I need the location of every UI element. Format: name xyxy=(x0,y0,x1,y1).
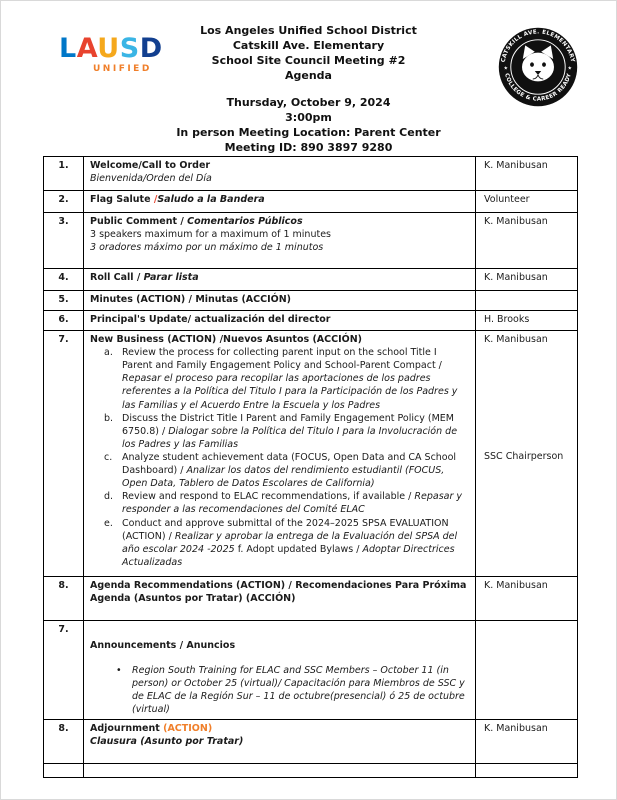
row-number: 5. xyxy=(44,291,84,311)
list-text xyxy=(122,490,469,516)
list-item xyxy=(104,346,469,412)
person-name: K. Manibusan xyxy=(484,580,548,591)
school-name: Catskill Ave. Elementary xyxy=(232,39,385,52)
row-person xyxy=(476,331,578,577)
list-text xyxy=(122,451,469,490)
list-item xyxy=(104,451,469,490)
text-segment: Flag Salute xyxy=(90,194,154,205)
row-content xyxy=(84,331,476,577)
logo-letter: A xyxy=(76,33,98,64)
content-line xyxy=(90,333,469,346)
lausd-logo xyxy=(59,35,163,74)
row-person xyxy=(476,213,578,269)
person-name: H. Brooks xyxy=(484,314,530,325)
list-text xyxy=(122,346,469,412)
content-line xyxy=(90,193,469,206)
list-marker: a. xyxy=(104,347,113,359)
content-line xyxy=(90,271,469,284)
text-segment: Dialogar sobre la Política del Titulo I para la Involucración de los Padres y las Familias xyxy=(122,425,458,450)
person-name: K. Manibusan xyxy=(484,722,548,734)
school-seal xyxy=(498,27,578,107)
row-person xyxy=(476,157,578,191)
meeting-id: Meeting ID: 890 3897 9280 xyxy=(224,141,393,154)
lausd-logo-word xyxy=(59,35,163,63)
seal-top-text: CATSKILL AVE. ELEMENTARY xyxy=(500,29,576,63)
agenda-table-body xyxy=(44,157,578,778)
text-segment: f. Adopt updated Bylaws / xyxy=(237,543,363,555)
seal-star-left: ★ xyxy=(503,66,508,72)
list-item xyxy=(104,412,469,451)
row-number: 6. xyxy=(44,311,84,331)
text-segment: Repasar y responder a las recomendaciones del Comité ELAC xyxy=(122,491,463,516)
content-line xyxy=(90,215,469,228)
table-row xyxy=(44,291,578,311)
row-content xyxy=(84,719,476,763)
meeting-title: School Site Council Meeting #2 xyxy=(211,54,406,67)
text-segment: 3 speakers maximum for a maximum of 1 minutes xyxy=(90,229,331,241)
row-content xyxy=(84,291,476,311)
row-person xyxy=(476,763,578,777)
person-name: Volunteer xyxy=(484,194,530,205)
text-segment: Analyze student achievement data (FOCUS, Open Data and CA School Dashboard) / xyxy=(122,451,457,477)
spacer xyxy=(90,652,469,664)
text-segment: Parar lista xyxy=(143,272,199,283)
row-content xyxy=(84,311,476,331)
row-number: 1. xyxy=(44,157,84,191)
bullet-item xyxy=(116,664,469,716)
table-row xyxy=(44,157,578,191)
text-segment: Bienvenida/Orden del Día xyxy=(90,173,212,185)
text-segment: Adjournment xyxy=(90,722,164,734)
list-text xyxy=(122,412,469,451)
row-number: 8. xyxy=(44,719,84,763)
row-content xyxy=(84,213,476,269)
content-line xyxy=(90,313,469,326)
list-item xyxy=(104,490,469,516)
list-text xyxy=(132,664,469,716)
text-segment: Review and respond to ELAC recommendations, if available / xyxy=(122,491,415,503)
text-segment: Principal's Update/ actualización del director xyxy=(90,314,331,325)
content-line xyxy=(90,579,469,605)
document-type: Agenda xyxy=(285,69,332,82)
text-segment: Adoptar Directrices Actualizadas xyxy=(122,543,455,568)
table-row xyxy=(44,719,578,763)
text-segment: Clausura (Asunto por Tratar) xyxy=(90,735,244,747)
row-number: 3. xyxy=(44,213,84,269)
row-content xyxy=(84,763,476,777)
meeting-date: Thursday, October 9, 2024 xyxy=(226,96,391,109)
table-row xyxy=(44,331,578,577)
text-segment: New Business (ACTION) /Nuevos Asuntos (ACCIÓN) xyxy=(90,334,362,345)
meeting-location: In person Meeting Location: Parent Center xyxy=(176,126,441,139)
text-segment: Analizar los datos del rendimiento estudiantil (FOCUS, Open Data, Tablero de Datos Escolares de California) xyxy=(122,465,445,490)
person-name: SSC Chairperson xyxy=(484,451,564,463)
seal-star-right: ★ xyxy=(567,66,572,72)
lausd-logo-unified: UNIFIED xyxy=(93,64,152,74)
row-content xyxy=(84,269,476,291)
logo-letter: D xyxy=(139,33,163,64)
text-segment: Repasar el proceso para recopilar las aportaciones de los padres referentes a la Política del Titulo I para la Participación de los Padres y las Familias y el Acuerdo Entre la Escuela y los Padres xyxy=(122,373,458,411)
text-segment: Conduct and approve submittal of the 2024–2025 SPSA EVALUATION (ACTION) / xyxy=(122,517,449,542)
table-row xyxy=(44,191,578,213)
row-number: 7. xyxy=(44,621,84,720)
row-content xyxy=(84,157,476,191)
text-segment: Discuss the District Title I Parent and Family Engagement Policy (MEM 6750.8) / xyxy=(122,412,454,437)
table-row xyxy=(44,621,578,720)
text-segment: Realizar y aprobar la entrega de la Evaluación del SPSA del año escolar 2024 -2025 xyxy=(122,530,458,555)
list-marker: e. xyxy=(104,517,113,529)
text-segment: Announcements / Anuncios xyxy=(90,640,236,651)
text-segment: Saludo a la Bandera xyxy=(157,194,265,205)
list-text xyxy=(122,517,469,569)
text-segment: Minutes (ACTION) / Minutas (ACCIÓN) xyxy=(90,294,292,305)
person-name: K. Manibusan xyxy=(484,216,548,227)
logo-letter: S xyxy=(119,33,140,64)
district-name: Los Angeles Unified School District xyxy=(200,24,417,37)
seal-bottom-text: COLLEGE & CAREER READY xyxy=(503,72,573,103)
text-segment: Agenda Recommendations (ACTION) / Recomendaciones Para Próxima Agenda (Asuntos por Tratar) (ACCIÓN) xyxy=(90,580,467,605)
table-row xyxy=(44,577,578,621)
text-segment: (ACTION) xyxy=(163,722,213,734)
text-segment: Welcome/Call to Order xyxy=(90,160,211,171)
text-segment: Comentarios Públicos xyxy=(187,216,303,227)
row-person xyxy=(476,269,578,291)
table-row xyxy=(44,763,578,777)
content-line xyxy=(90,722,469,735)
text-segment: 3 oradores máximo por un máximo de 1 minutos xyxy=(90,242,324,254)
row-number: 2. xyxy=(44,191,84,213)
text-segment: Region South Training for ELAC and SSC Members – October 11 (in person) or October 25 (virtual)/ Capacitación para Miembros de SSC y de ELAC de la Región Sur – 11 de octubre(presencial) ó 25 de octubre (virtual) xyxy=(132,665,465,716)
person-name: K. Manibusan xyxy=(484,160,548,171)
person-name: K. Manibusan xyxy=(484,272,548,283)
meeting-time: 3:00pm xyxy=(285,111,332,124)
list-marker: • xyxy=(116,665,122,677)
text-segment: Review the process for collecting parent input on the school Title I Parent and Family Engagement Policy and School-Parent Compact / xyxy=(122,347,442,372)
row-person xyxy=(476,719,578,763)
list-marker: c. xyxy=(104,451,113,463)
row-number: 7. xyxy=(44,331,84,577)
content-line xyxy=(90,735,469,748)
row-number: 4. xyxy=(44,269,84,291)
row-content xyxy=(84,191,476,213)
logo-letter: U xyxy=(97,33,120,64)
text-segment: Public Comment / xyxy=(90,216,188,227)
row-person xyxy=(476,577,578,621)
content-line xyxy=(90,172,469,185)
table-row xyxy=(44,311,578,331)
text-segment: Roll Call / xyxy=(90,272,144,283)
table-row xyxy=(44,213,578,269)
row-person xyxy=(476,291,578,311)
row-content xyxy=(84,577,476,621)
content-line xyxy=(90,159,469,172)
agenda-table xyxy=(43,156,578,778)
row-person xyxy=(476,311,578,331)
row-content xyxy=(84,621,476,720)
list-marker: b. xyxy=(104,412,114,424)
person-name: K. Manibusan xyxy=(484,334,548,345)
content-line xyxy=(90,293,469,306)
row-number: 8. xyxy=(44,577,84,621)
content-line xyxy=(90,241,469,254)
school-seal-graphic xyxy=(498,27,578,107)
list-item xyxy=(104,517,469,569)
text-segment: / xyxy=(153,194,158,205)
list-marker: d. xyxy=(104,491,114,503)
row-person xyxy=(476,621,578,720)
logo-letter: L xyxy=(59,33,77,64)
row-person xyxy=(476,191,578,213)
row-number xyxy=(44,763,84,777)
content-line xyxy=(90,228,469,241)
table-row xyxy=(44,269,578,291)
content-line xyxy=(90,639,469,652)
spacer xyxy=(90,623,469,639)
